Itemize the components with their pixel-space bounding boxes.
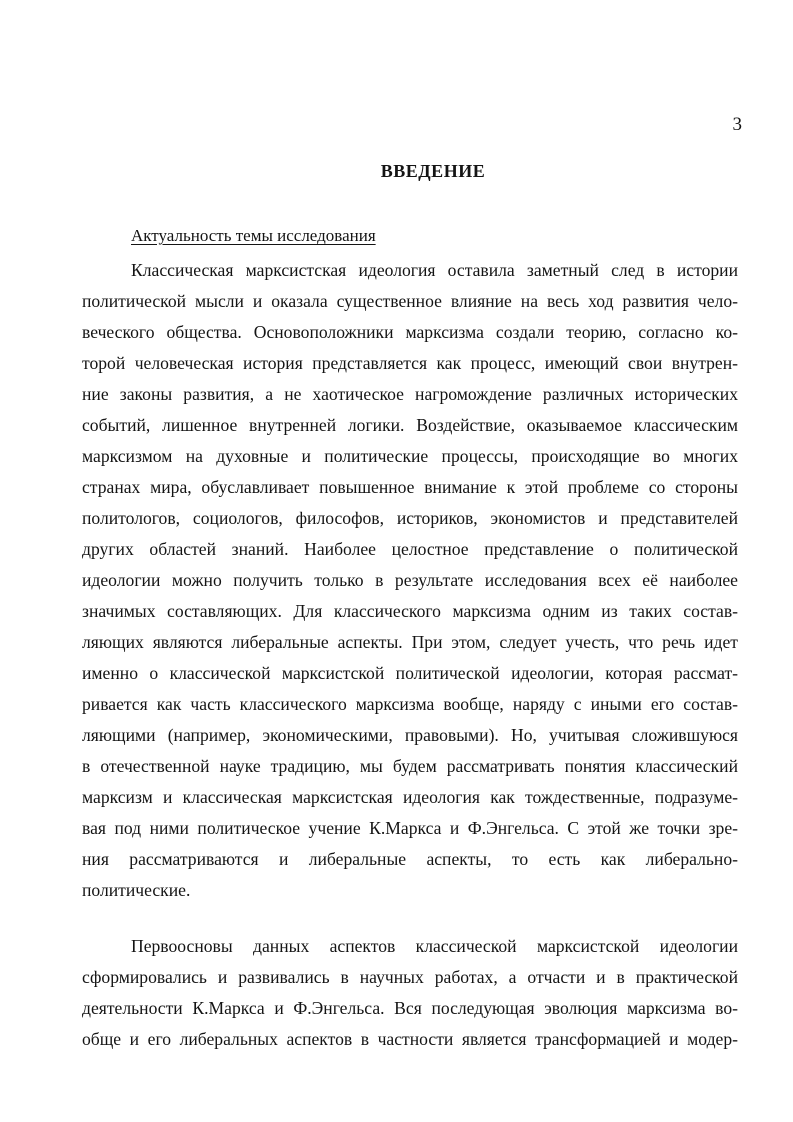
- text-line: странах мира, обуславливает повышенное внимание к этой проблеме со стороны: [82, 477, 738, 497]
- paragraph-1: [82, 255, 738, 906]
- page-number: 3: [732, 114, 742, 135]
- text-line: политической мысли и оказала существенное влияние на весь ход развития чело-: [82, 291, 738, 311]
- text-line: марксизмом на духовные и политические процессы, происходящие во многих: [82, 446, 738, 466]
- text-line: ние законы развития, а не хаотическое нагромождение различных исторических: [82, 384, 738, 404]
- subheading: Актуальность темы исследования: [131, 226, 376, 245]
- text-line: идеологии можно получить только в результате исследования всех её наиболее: [82, 570, 738, 590]
- text-line: Классическая марксистская идеология оставила заметный след в истории: [131, 260, 738, 280]
- text-line: других областей знаний. Наиболее целостное представление о политической: [82, 539, 738, 559]
- text-line: торой человеческая история представляется как процесс, имеющий свои внутрен-: [82, 353, 738, 373]
- text-line: марксизм и классическая марксистская идеология как тождественные, подразуме-: [82, 787, 738, 807]
- text-line: именно о классической марксистской политической идеологии, которая рассмат-: [82, 663, 738, 683]
- text-line: событий, лишенное внутренней логики. Воздействие, оказываемое классическим: [82, 415, 738, 435]
- text-line: ляющих являются либеральные аспекты. При этом, следует учесть, что речь идет: [82, 632, 738, 652]
- text-line: ляющими (например, экономическими, правовыми). Но, учитывая сложившуюся: [82, 725, 738, 745]
- text-line: ривается как часть классического марксизма вообще, наряду с иными его состав-: [82, 694, 738, 714]
- section-title: ВВЕДЕНИЕ: [380, 161, 486, 181]
- text-line: Первоосновы данных аспектов классической марксистской идеологии: [131, 936, 738, 956]
- text-line: вая под ними политическое учение К.Маркса и Ф.Энгельса. С этой же точки зре-: [82, 818, 738, 838]
- text-line: веческого общества. Основоположники марксизма создали теорию, согласно ко-: [82, 322, 738, 342]
- text-line: ния рассматриваются и либеральные аспекты, то есть как либерально-: [82, 849, 738, 869]
- text-line: обще и его либеральных аспектов в частности является трансформацией и модер-: [82, 1029, 738, 1049]
- text-line: деятельности К.Маркса и Ф.Энгельса. Вся последующая эволюция марксизма во-: [82, 998, 738, 1018]
- text-line: политические.: [82, 880, 191, 900]
- text-line: в отечественной науке традицию, мы будем рассматривать понятия классический: [82, 756, 738, 776]
- text-line: политологов, социологов, философов, историков, экономистов и представителей: [82, 508, 738, 528]
- paragraph-2: [82, 931, 738, 1055]
- text-line: значимых составляющих. Для классического марксизма одним из таких состав-: [82, 601, 738, 621]
- text-line: сформировались и развивались в научных работах, а отчасти и в практической: [82, 967, 738, 987]
